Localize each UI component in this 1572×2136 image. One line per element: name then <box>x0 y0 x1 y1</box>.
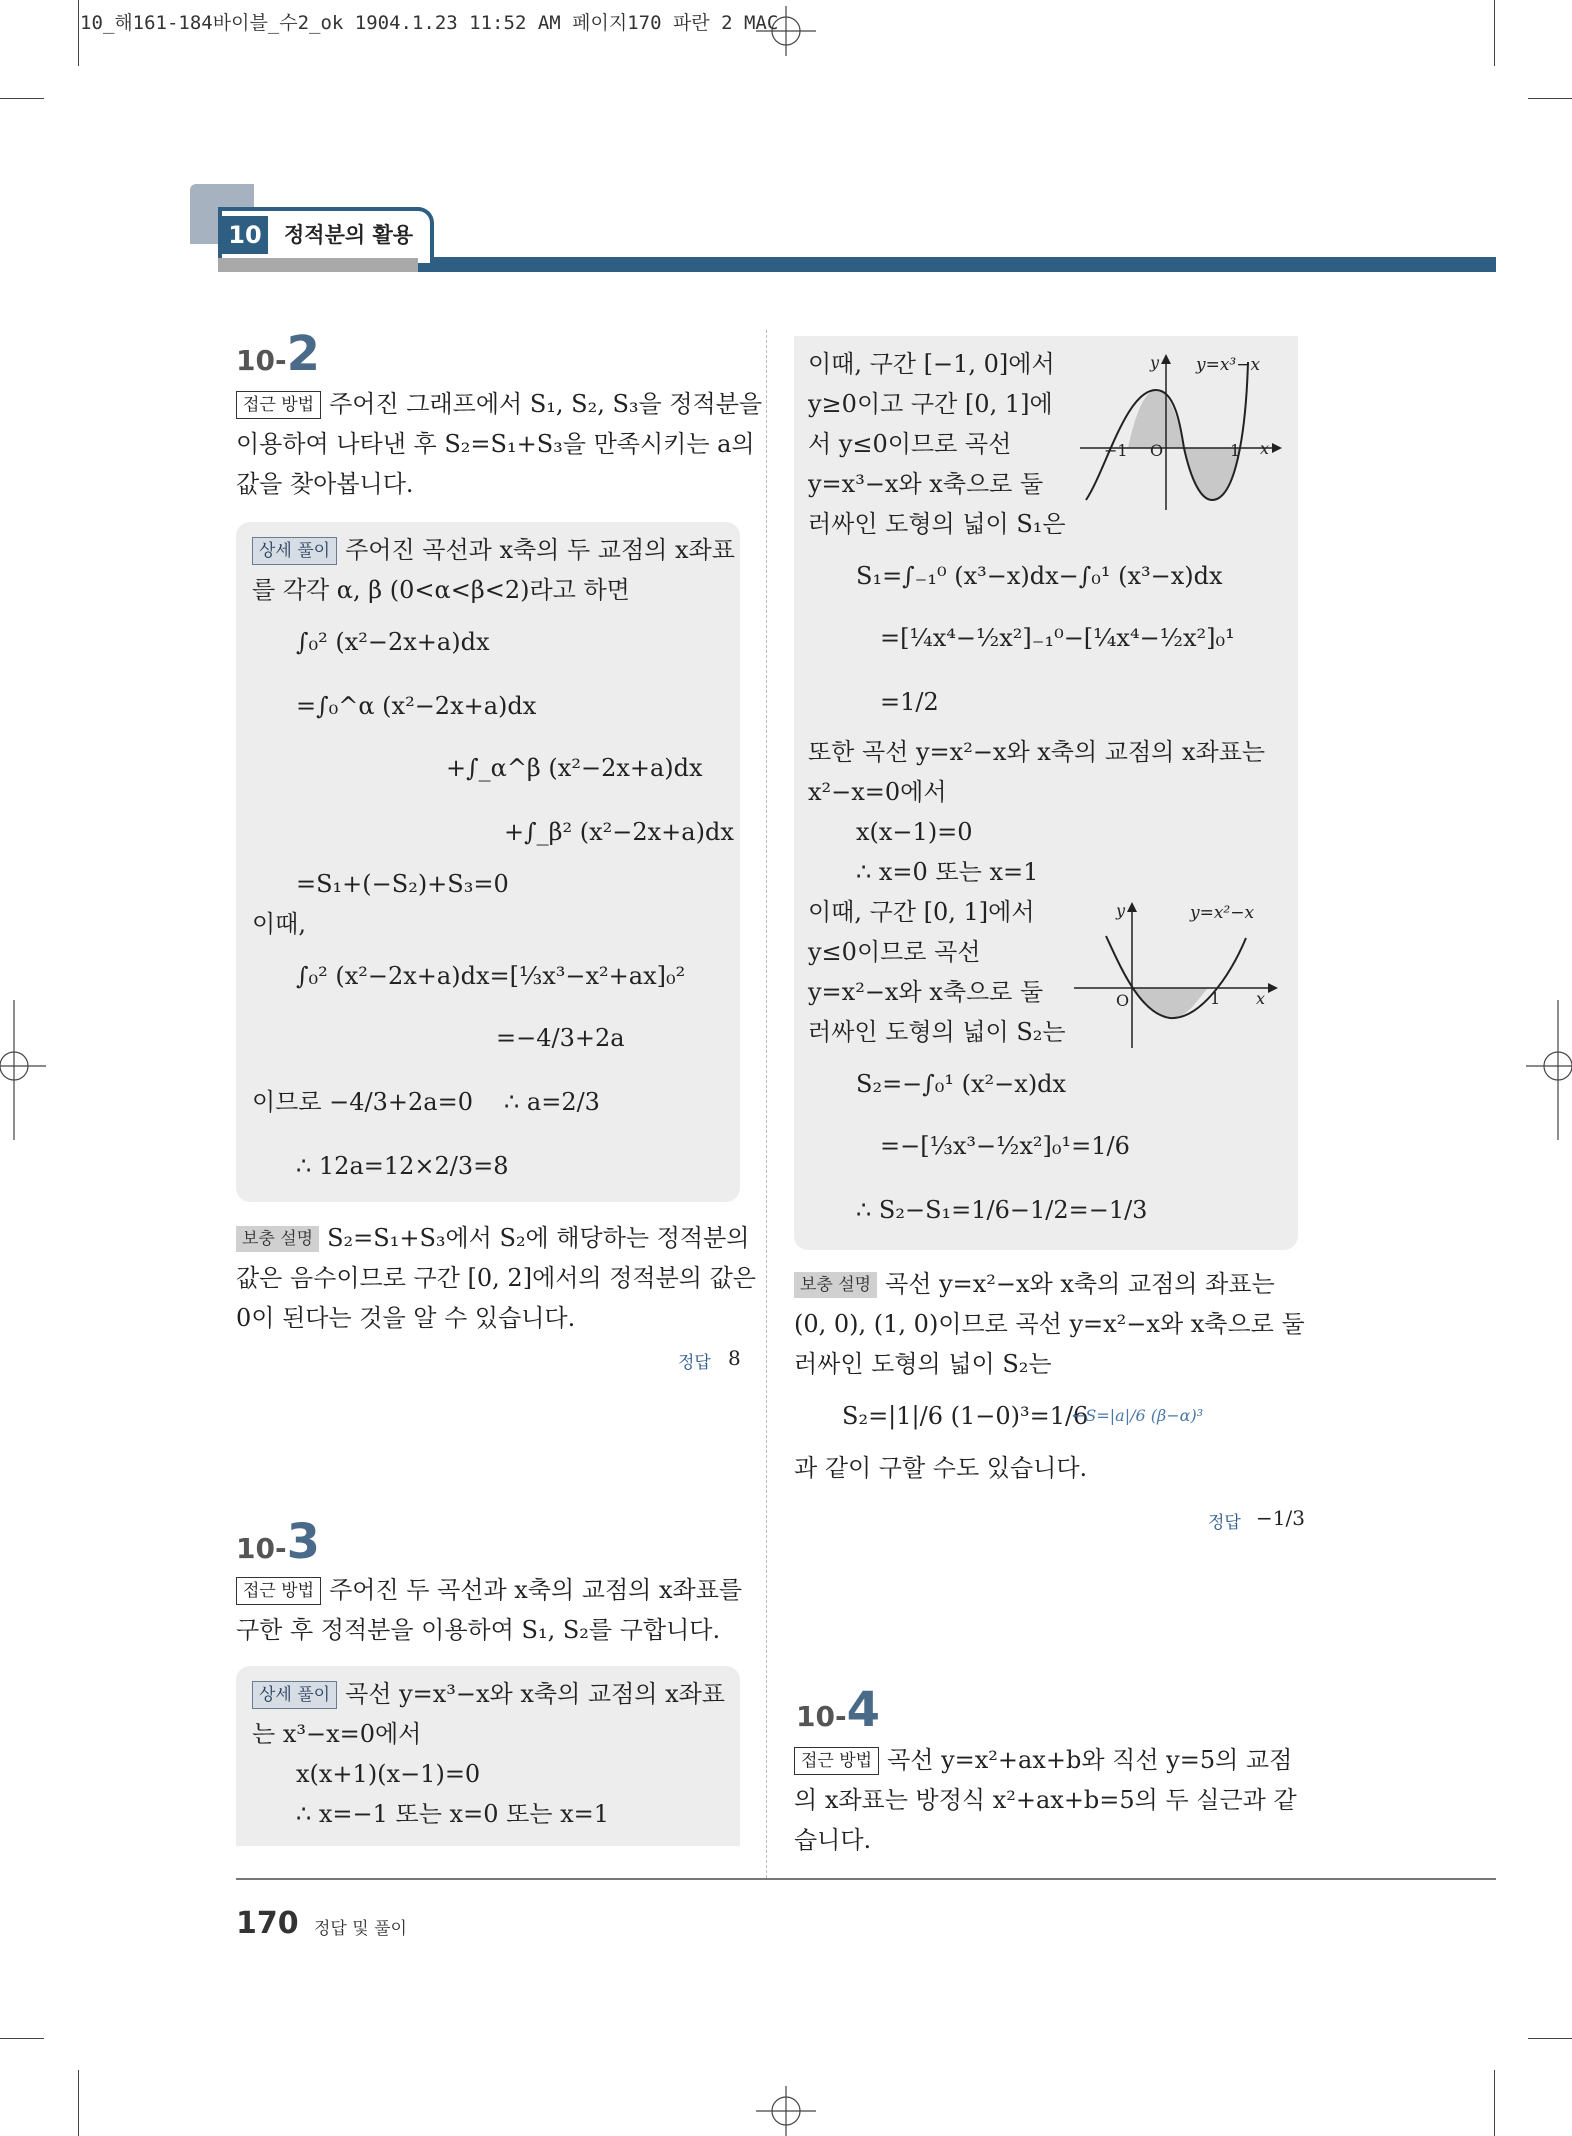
detail-line: 상세 풀이 곡선 y=x³−x와 x축의 교점의 x좌표 <box>252 1674 725 1714</box>
detail-line: x²−x=0에서 <box>808 778 947 806</box>
extra-line: 보충 설명 곡선 y=x²−x와 x축의 교점의 좌표는 <box>794 1264 1275 1304</box>
approach-line: 접근 방법 곡선 y=x²+ax+b와 직선 y=5의 교점 <box>794 1740 1292 1780</box>
crop-mark <box>1494 2070 1495 2136</box>
crop-mark <box>1528 98 1572 99</box>
graph-pos1-label: 1 <box>1230 441 1241 460</box>
detail-line: y≥0이고 구간 [0, 1]에 <box>808 390 1053 418</box>
extra-line: 값은 음수이므로 구간 [0, 2]에서의 정적분의 값은 <box>236 1264 756 1292</box>
crop-mark <box>1528 2038 1572 2039</box>
equation-line: =−[⅓x³−½x²]₀¹=1/6 <box>880 1132 1130 1160</box>
registration-mark-icon <box>0 1000 46 1140</box>
graph-y-label: y <box>1116 901 1126 920</box>
equation-line: ∴ x=0 또는 x=1 <box>856 858 1039 886</box>
problem-number-10-2 <box>236 326 320 382</box>
graph-func-label: y=x³−x <box>1196 355 1261 375</box>
problem-prefix: 10- <box>236 344 287 377</box>
registration-mark-icon <box>756 2086 816 2136</box>
equation-line: ∴ a=2/3 <box>504 1088 600 1116</box>
detail-badge: 상세 풀이 <box>252 1681 337 1709</box>
extra-badge: 보충 설명 <box>794 1272 877 1298</box>
graph-y-label: y <box>1150 353 1160 372</box>
problem-index: 3 <box>286 1514 320 1570</box>
equation-line: =[¼x⁴−½x²]₋₁⁰−[¼x⁴−½x²]₀¹ <box>880 624 1235 652</box>
detail-line: 또한 곡선 y=x²−x와 x축의 교점의 x좌표는 <box>808 738 1266 766</box>
answer-label: 정답 <box>1208 1513 1241 1533</box>
extra-line: 보충 설명 S₂=S₁+S₃에서 S₂에 해당하는 정적분의 <box>236 1218 749 1258</box>
equation-line: =−4/3+2a <box>496 1024 625 1052</box>
extra-badge: 보충 설명 <box>236 1226 319 1252</box>
chapter-tab-underline <box>218 258 418 272</box>
crop-mark <box>78 0 79 66</box>
equation-line: S₂=|1|/6 (1−0)³=1/6 <box>842 1402 1089 1430</box>
detail-line: 러싸인 도형의 넓이 S₁은 <box>808 510 1066 538</box>
equation-line: S₂=−∫₀¹ (x²−x)dx <box>856 1070 1067 1098</box>
approach-line: 접근 방법 주어진 두 곡선과 x축의 교점의 x좌표를 <box>236 1570 742 1610</box>
equation-line: x(x+1)(x−1)=0 <box>296 1760 481 1788</box>
extra-line: 0이 된다는 것을 알 수 있습니다. <box>236 1304 576 1332</box>
footer-label: 정답 및 풀이 <box>314 1919 407 1939</box>
graph-pos1-label: 1 <box>1210 989 1221 1008</box>
answer-value: 8 <box>728 1346 741 1370</box>
extra-line: 러싸인 도형의 넓이 S₂는 <box>794 1350 1052 1378</box>
equation-line: ∴ S₂−S₁=1/6−1/2=−1/3 <box>856 1196 1148 1224</box>
extra-line: (0, 0), (1, 0)이므로 곡선 y=x²−x와 x축으로 둘 <box>794 1310 1305 1338</box>
approach-line: 의 x좌표는 방정식 x²+ax+b=5의 두 실근과 같 <box>794 1786 1297 1814</box>
answer-value: −1/3 <box>1256 1506 1305 1530</box>
page-number: 170 <box>236 1906 299 1941</box>
detail-badge: 상세 풀이 <box>252 537 337 565</box>
crop-mark <box>78 2070 79 2136</box>
graph-neg1-label: −1 <box>1104 441 1128 460</box>
equation-line: =∫₀^α (x²−2x+a)dx <box>296 692 537 720</box>
formula-note: ←S=|a|/6 (β−α)³ <box>1072 1406 1204 1425</box>
detail-line: 는 x³−x=0에서 <box>252 1720 422 1748</box>
equation-line: =1/2 <box>880 688 939 716</box>
approach-badge: 접근 방법 <box>236 391 321 419</box>
crop-mark <box>0 98 44 99</box>
equation-line: x(x−1)=0 <box>856 818 973 846</box>
equation-line: S₁=∫₋₁⁰ (x³−x)dx−∫₀¹ (x³−x)dx <box>856 562 1223 590</box>
equation-line: ∴ 12a=12×2/3=8 <box>296 1152 509 1180</box>
detail-line: 이때, <box>252 910 306 938</box>
equation-line: +∫_α^β (x²−2x+a)dx <box>446 754 703 782</box>
registration-mark-icon <box>1526 1000 1572 1140</box>
approach-line: 구한 후 정적분을 이용하여 S₁, S₂를 구합니다. <box>236 1616 721 1644</box>
graph-origin-label: O <box>1150 441 1164 460</box>
equation-line: ∴ x=−1 또는 x=0 또는 x=1 <box>296 1800 610 1828</box>
problem-index: 2 <box>286 326 320 382</box>
print-header: 10_해161-184바이블_수2_ok 1904.1.23 11:52 AM 페이지170 파란 2 MAC <box>80 12 779 34</box>
approach-badge: 접근 방법 <box>794 1747 879 1775</box>
approach-line: 값을 찾아봅니다. <box>236 470 414 498</box>
detail-line: y=x³−x와 x축으로 둘 <box>808 470 1044 498</box>
problem-prefix: 10- <box>796 1700 847 1733</box>
equation-line: 이므로 −4/3+2a=0 <box>252 1088 473 1116</box>
equation-line: ∫₀² (x²−2x+a)dx <box>296 628 490 656</box>
graph-origin-label: O <box>1116 991 1130 1010</box>
approach-line: 접근 방법 주어진 그래프에서 S₁, S₂, S₃을 정적분을 <box>236 384 762 424</box>
chapter-title: 정적분의 활용 <box>284 223 414 247</box>
equation-line: +∫_β² (x²−2x+a)dx <box>504 818 734 846</box>
graph-func-label: y=x²−x <box>1190 903 1255 923</box>
answer-label: 정답 <box>678 1353 711 1373</box>
approach-badge: 접근 방법 <box>236 1577 321 1605</box>
detail-line: y=x²−x와 x축으로 둘 <box>808 978 1044 1006</box>
equation-line: =S₁+(−S₂)+S₃=0 <box>296 870 509 898</box>
cubic-graph <box>1076 350 1296 510</box>
footer-rule <box>236 1878 1496 1880</box>
graph-x-label: x <box>1260 439 1270 458</box>
detail-line: y≤0이므로 곡선 <box>808 938 981 966</box>
problem-index: 4 <box>846 1682 880 1738</box>
crop-mark <box>1494 0 1495 66</box>
graph-x-label: x <box>1256 989 1266 1008</box>
extra-line: 과 같이 구할 수도 있습니다. <box>794 1454 1088 1482</box>
detail-line: 를 각각 α, β (0<α<β<2)라고 하면 <box>252 576 630 604</box>
detail-line: 이때, 구간 [−1, 0]에서 <box>808 350 1055 378</box>
registration-mark-icon <box>756 6 816 56</box>
crop-mark <box>0 2038 44 2039</box>
approach-line: 이용하여 나타낸 후 S₂=S₁+S₃을 만족시키는 a의 <box>236 430 755 458</box>
approach-line: 습니다. <box>794 1826 872 1854</box>
detail-line: 상세 풀이 주어진 곡선과 x축의 두 교점의 x좌표 <box>252 530 735 570</box>
chapter-number: 10 <box>222 216 268 254</box>
problem-number-10-3 <box>236 1514 320 1570</box>
problem-number-10-4 <box>796 1682 880 1738</box>
parabola-graph <box>1070 896 1296 1052</box>
detail-line: 이때, 구간 [0, 1]에서 <box>808 898 1035 926</box>
equation-line: ∫₀² (x²−2x+a)dx=[⅓x³−x²+ax]₀² <box>296 962 686 990</box>
detail-line: 서 y≤0이므로 곡선 <box>808 430 1012 458</box>
detail-line: 러싸인 도형의 넓이 S₂는 <box>808 1018 1066 1046</box>
column-divider <box>766 330 767 1878</box>
problem-prefix: 10- <box>236 1532 287 1565</box>
